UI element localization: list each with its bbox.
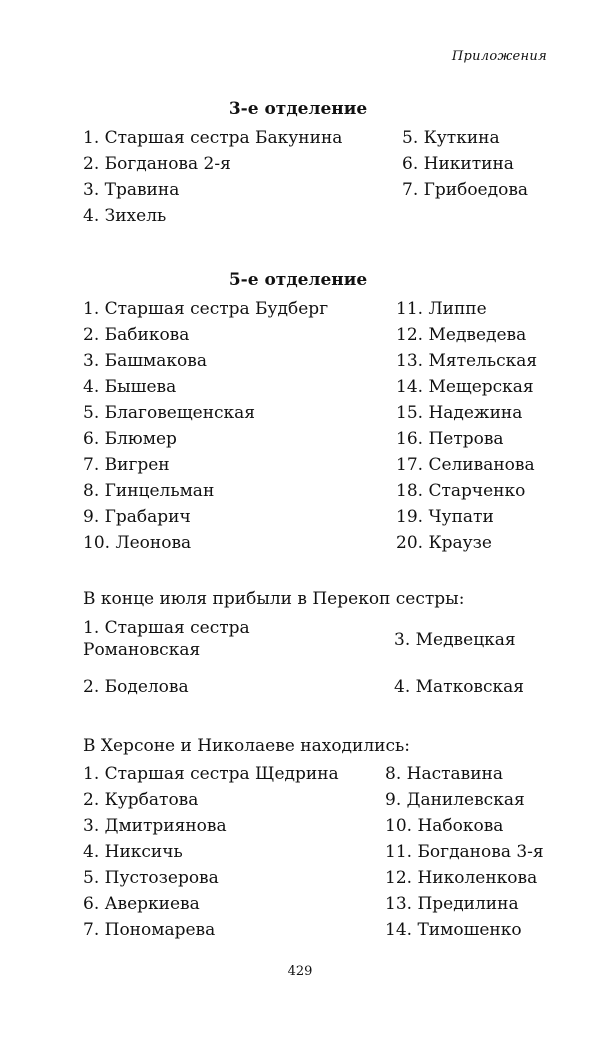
list-item: 12. Николенкова bbox=[385, 868, 538, 888]
list-item: 2. Курбатова bbox=[83, 790, 199, 810]
list-item: 13. Предилина bbox=[385, 894, 519, 914]
list-item: 5. Куткина bbox=[402, 128, 500, 148]
section-3-right-column bbox=[402, 125, 528, 203]
perekop-intro: В конце июля прибыли в Перекоп сестры: bbox=[83, 589, 465, 609]
list-item: 12. Медведева bbox=[396, 325, 527, 345]
kherson-left-column bbox=[83, 761, 339, 943]
section-5-right-column bbox=[396, 296, 537, 556]
kherson-section bbox=[83, 735, 553, 943]
list-item: 4. Бышева bbox=[83, 377, 177, 397]
list-item: 13. Мятельская bbox=[396, 351, 538, 371]
running-head: Приложения bbox=[451, 49, 547, 64]
list-item: 16. Петрова bbox=[396, 429, 504, 449]
list-item: 15. Надежина bbox=[396, 403, 523, 423]
section-3-left-column bbox=[83, 125, 342, 229]
list-item: 5. Благовещенская bbox=[83, 403, 256, 423]
kherson-right-column bbox=[385, 761, 544, 943]
list-item: 6. Блюмер bbox=[83, 429, 177, 449]
list-item: 14. Тимошенко bbox=[385, 920, 522, 940]
list-item: 1. Старшая сестра Щедрина bbox=[83, 764, 339, 784]
list-item: 4. Зихель bbox=[83, 206, 167, 226]
list-item: 6. Никитина bbox=[402, 154, 514, 174]
section-3-list bbox=[83, 125, 553, 229]
list-item: 6. Аверкиева bbox=[83, 894, 200, 914]
section-3-title: 3-е отделение bbox=[228, 99, 368, 119]
list-item: 4. Никсичь bbox=[83, 842, 183, 862]
section-5-title: 5-е отделение bbox=[228, 270, 368, 290]
list-item-line: 1. Старшая сестра bbox=[83, 618, 250, 638]
list-item: 11. Богданова 3-я bbox=[385, 842, 544, 862]
list-item: 19. Чупати bbox=[396, 507, 494, 527]
list-item: 20. Краузе bbox=[396, 533, 492, 553]
page-number: 429 bbox=[287, 964, 313, 979]
list-item: 17. Селиванова bbox=[396, 455, 535, 475]
list-item: 3. Дмитриянова bbox=[83, 816, 227, 836]
list-item: 2. Богданова 2-я bbox=[83, 154, 231, 174]
kherson-list bbox=[83, 761, 553, 943]
section-3 bbox=[83, 98, 553, 229]
list-item: 2. Боделова bbox=[83, 677, 189, 697]
list-item: 3. Башмакова bbox=[83, 351, 207, 371]
list-item: 3. Травина bbox=[83, 180, 180, 200]
list-item: 14. Мещерская bbox=[396, 377, 534, 397]
list-item bbox=[83, 617, 250, 661]
list-item: 7. Грибоедова bbox=[402, 180, 529, 200]
list-item: 7. Пономарева bbox=[83, 920, 216, 940]
list-item: 11. Липпе bbox=[396, 299, 487, 319]
list-item: 2. Бабикова bbox=[83, 325, 190, 345]
perekop-list bbox=[83, 614, 553, 704]
list-item: 18. Старченко bbox=[396, 481, 526, 501]
list-item: 9. Данилевская bbox=[385, 790, 525, 810]
list-item: 10. Набокова bbox=[385, 816, 504, 836]
list-item: 10. Леонова bbox=[83, 533, 192, 553]
list-item: 1. Старшая сестра Будберг bbox=[83, 299, 329, 319]
list-item: 4. Матковская bbox=[394, 677, 525, 697]
list-item: 8. Гинцельман bbox=[83, 481, 215, 501]
list-item: 9. Грабарич bbox=[83, 507, 191, 527]
list-item: 1. Старшая сестра Бакунина bbox=[83, 128, 343, 148]
list-item: 3. Медвецкая bbox=[394, 630, 516, 650]
list-item-line: Романовская bbox=[83, 640, 201, 660]
section-5-list bbox=[83, 296, 553, 556]
list-item: 8. Наставина bbox=[385, 764, 504, 784]
list-item: 5. Пустозерова bbox=[83, 868, 219, 888]
kherson-intro: В Херсоне и Николаеве находились: bbox=[83, 736, 410, 756]
section-5-left-column bbox=[83, 296, 328, 556]
perekop-section bbox=[83, 588, 553, 704]
list-item: 7. Вигрен bbox=[83, 455, 170, 475]
section-5 bbox=[83, 269, 553, 556]
